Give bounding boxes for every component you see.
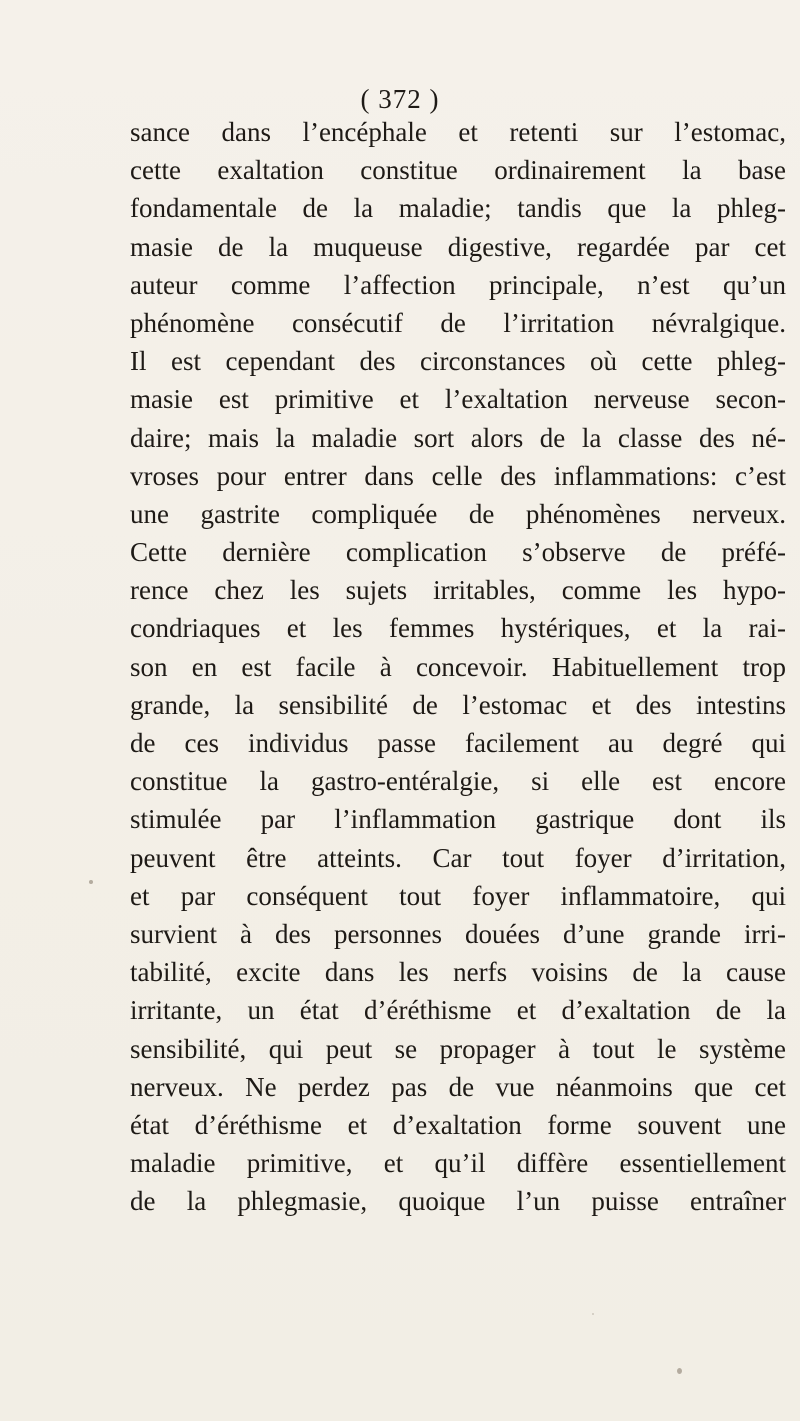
text-line: nerveux. Ne perdez pas de vue néanmoins que cet [130,1071,786,1102]
text-line: son en est facile à concevoir. Habituellement trop [130,651,786,682]
text-line: cette exaltation constitue ordinairement la base [130,155,786,186]
text-line: vroses pour entrer dans celle des inflammations: c’est [130,460,786,491]
text-line: sensibilité, qui peut se propager à tout le système [130,1033,786,1064]
text-line: et par conséquent tout foyer inflammatoire, qui [130,880,786,911]
text-line: condriaques et les femmes hystériques, et la rai- [130,613,786,644]
text-line: masie est primitive et l’exaltation nerveuse secon- [130,384,786,415]
text-line: de ces individus passe facilement au degré qui [130,728,786,758]
text-line: phénomène consécutif de l’irritation névralgique. [130,307,786,338]
text-line: survient à des personnes douées d’une grande irri- [130,918,786,949]
text-line: état d’éréthisme et d’exaltation forme souvent une [130,1109,786,1140]
paper-speck [592,1313,594,1315]
text-line: masie de la muqueuse digestive, regardée par cet [130,231,786,262]
text-line: daire; mais la maladie sort alors de la classe des né- [130,422,786,453]
text-line: fondamentale de la maladie; tandis que la phleg- [130,193,786,224]
text-line: de la phlegmasie, quoique l’un puisse entraîner [130,1186,786,1217]
text-line: sance dans l’encéphale et retenti sur l’estomac, [130,117,786,147]
body-text [130,113,786,1220]
text-line: grande, la sensibilité de l’estomac et des intestins [130,689,786,720]
text-line: tabilité, excite dans les nerfs voisins de la cause [130,957,786,988]
text-line: Il est cependant des circonstances où cette phleg- [130,346,786,377]
page-number: ( 372 ) [360,84,440,114]
text-line: stimulée par l’inflammation gastrique dont ils [130,804,786,835]
paper-speck [89,880,93,884]
text-line: une gastrite compliquée de phénomènes nerveux. [130,498,786,529]
text-line: constitue la gastro-entéralgie, si elle est encore [130,766,786,797]
paper-speck [677,1368,682,1374]
text-line: maladie primitive, et qu’il diffère essentiellement [130,1148,786,1179]
text-line: irritante, un état d’éréthisme et d’exaltation de la [130,995,786,1026]
text-line: rence chez les sujets irritables, comme les hypo- [130,575,786,606]
text-line: Cette dernière complication s’observe de préfé- [130,537,786,568]
text-line: auteur comme l’affection principale, n’est qu’un [130,269,786,300]
text-line: peuvent être atteints. Car tout foyer d’irritation, [130,842,786,873]
